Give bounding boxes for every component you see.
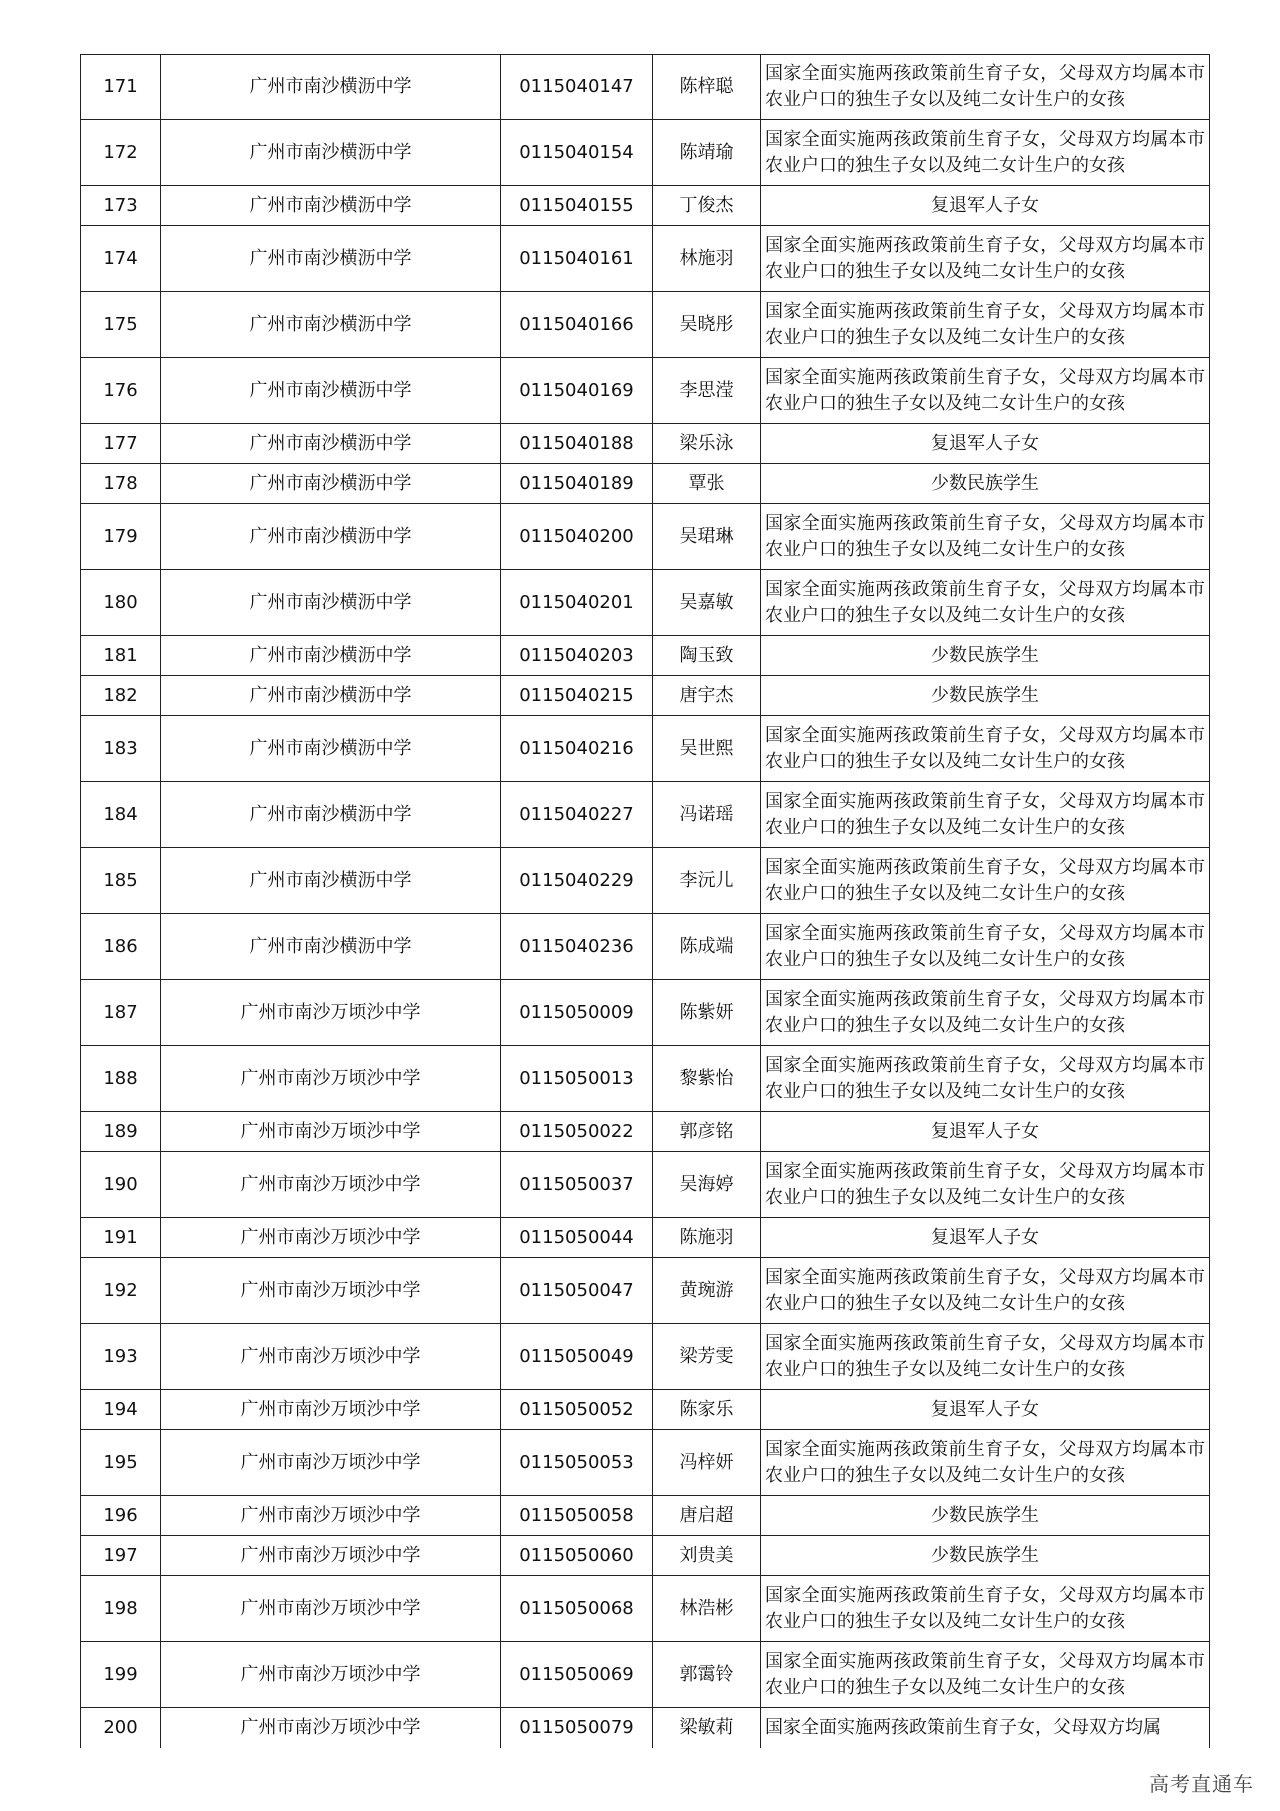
- student-name: 郭霭铃: [652, 1642, 760, 1707]
- row-number: 192: [80, 1258, 160, 1323]
- student-id: 0115040154: [500, 120, 652, 185]
- school-name: 广州市南沙横沥中学: [160, 782, 500, 847]
- student-id: 0115050079: [500, 1708, 652, 1748]
- student-name: 陈家乐: [652, 1390, 760, 1429]
- eligibility-category: 国家全面实施两孩政策前生育子女，父母双方均属本市农业户口的独生子女以及纯二女计生户的女孩: [760, 570, 1210, 635]
- student-id: 0115050047: [500, 1258, 652, 1323]
- eligibility-category: 复退军人子女: [760, 186, 1210, 225]
- school-name: 广州市南沙横沥中学: [160, 186, 500, 225]
- row-number: 198: [80, 1576, 160, 1641]
- student-id: 0115050060: [500, 1536, 652, 1575]
- row-number: 186: [80, 914, 160, 979]
- student-id: 0115050053: [500, 1430, 652, 1495]
- school-name: 广州市南沙万顷沙中学: [160, 1324, 500, 1389]
- student-id: 0115040229: [500, 848, 652, 913]
- table-row: [80, 1576, 1210, 1642]
- eligibility-category: 国家全面实施两孩政策前生育子女，父母双方均属本市农业户口的独生子女以及纯二女计生户的女孩: [760, 120, 1210, 185]
- table-row: [80, 1324, 1210, 1390]
- table-row: [80, 1496, 1210, 1536]
- school-name: 广州市南沙横沥中学: [160, 676, 500, 715]
- student-name: 吴嘉敏: [652, 570, 760, 635]
- student-id: 0115040201: [500, 570, 652, 635]
- table-row: [80, 1046, 1210, 1112]
- student-name: 陈紫妍: [652, 980, 760, 1045]
- row-number: 196: [80, 1496, 160, 1535]
- table-row: [80, 980, 1210, 1046]
- table-row: [80, 186, 1210, 226]
- school-name: 广州市南沙横沥中学: [160, 636, 500, 675]
- student-id: 0115040161: [500, 226, 652, 291]
- student-name: 吴珺琳: [652, 504, 760, 569]
- school-name: 广州市南沙万顷沙中学: [160, 1536, 500, 1575]
- table-row: [80, 570, 1210, 636]
- student-id: 0115040166: [500, 292, 652, 357]
- table-row: [80, 292, 1210, 358]
- row-number: 191: [80, 1218, 160, 1257]
- school-name: 广州市南沙横沥中学: [160, 464, 500, 503]
- row-number: 197: [80, 1536, 160, 1575]
- eligibility-category: 少数民族学生: [760, 464, 1210, 503]
- table-row: [80, 1536, 1210, 1576]
- student-name: 黎紫怡: [652, 1046, 760, 1111]
- student-id: 0115040227: [500, 782, 652, 847]
- eligibility-category: 国家全面实施两孩政策前生育子女，父母双方均属本市农业户口的独生子女以及纯二女计生户的女孩: [760, 1642, 1210, 1707]
- student-name: 梁乐泳: [652, 424, 760, 463]
- watermark: 高考直通车: [1149, 1772, 1254, 1796]
- school-name: 广州市南沙横沥中学: [160, 226, 500, 291]
- school-name: 广州市南沙万顷沙中学: [160, 1218, 500, 1257]
- school-name: 广州市南沙横沥中学: [160, 848, 500, 913]
- student-name: 覃张: [652, 464, 760, 503]
- school-name: 广州市南沙横沥中学: [160, 358, 500, 423]
- eligibility-category: 国家全面实施两孩政策前生育子女，父母双方均属本市农业户口的独生子女以及纯二女计生户的女孩: [760, 782, 1210, 847]
- eligibility-category: 国家全面实施两孩政策前生育子女，父母双方均属本市农业户口的独生子女以及纯二女计生户的女孩: [760, 1046, 1210, 1111]
- school-name: 广州市南沙横沥中学: [160, 292, 500, 357]
- eligibility-category: 少数民族学生: [760, 1536, 1210, 1575]
- table-row: [80, 914, 1210, 980]
- table-row: [80, 424, 1210, 464]
- eligibility-category: 复退军人子女: [760, 1218, 1210, 1257]
- student-id: 0115040215: [500, 676, 652, 715]
- school-name: 广州市南沙万顷沙中学: [160, 1708, 500, 1748]
- row-number: 184: [80, 782, 160, 847]
- student-name: 陈施羽: [652, 1218, 760, 1257]
- eligibility-category: 国家全面实施两孩政策前生育子女，父母双方均属本市农业户口的独生子女以及纯二女计生户的女孩: [760, 716, 1210, 781]
- student-name: 李沅儿: [652, 848, 760, 913]
- row-number: 178: [80, 464, 160, 503]
- table-row: [80, 1218, 1210, 1258]
- row-number: 195: [80, 1430, 160, 1495]
- student-name: 吴晓彤: [652, 292, 760, 357]
- student-name: 唐宇杰: [652, 676, 760, 715]
- row-number: 182: [80, 676, 160, 715]
- table-row: [80, 1430, 1210, 1496]
- school-name: 广州市南沙横沥中学: [160, 55, 500, 119]
- student-name: 梁敏莉: [652, 1708, 760, 1748]
- school-name: 广州市南沙万顷沙中学: [160, 1576, 500, 1641]
- school-name: 广州市南沙万顷沙中学: [160, 1390, 500, 1429]
- table-row: [80, 1390, 1210, 1430]
- row-number: 200: [80, 1708, 160, 1748]
- table-row: [80, 1708, 1210, 1748]
- school-name: 广州市南沙横沥中学: [160, 424, 500, 463]
- student-name: 黄琬游: [652, 1258, 760, 1323]
- row-number: 179: [80, 504, 160, 569]
- eligibility-category: 国家全面实施两孩政策前生育子女，父母双方均属本市农业户口的独生子女以及纯二女计生户的女孩: [760, 1576, 1210, 1641]
- row-number: 199: [80, 1642, 160, 1707]
- row-number: 176: [80, 358, 160, 423]
- eligibility-category: 国家全面实施两孩政策前生育子女，父母双方均属本市农业户口的独生子女以及纯二女计生户的女孩: [760, 226, 1210, 291]
- student-id: 0115050044: [500, 1218, 652, 1257]
- school-name: 广州市南沙万顷沙中学: [160, 1496, 500, 1535]
- eligibility-category: 国家全面实施两孩政策前生育子女，父母双方均属: [760, 1708, 1210, 1748]
- student-id: 0115050013: [500, 1046, 652, 1111]
- eligibility-category: 复退军人子女: [760, 1390, 1210, 1429]
- eligibility-category: 少数民族学生: [760, 676, 1210, 715]
- student-name: 李思滢: [652, 358, 760, 423]
- student-id: 0115050049: [500, 1324, 652, 1389]
- table-row: [80, 716, 1210, 782]
- school-name: 广州市南沙万顷沙中学: [160, 980, 500, 1045]
- row-number: 180: [80, 570, 160, 635]
- row-number: 188: [80, 1046, 160, 1111]
- row-number: 175: [80, 292, 160, 357]
- student-name: 吴世熙: [652, 716, 760, 781]
- eligibility-category: 少数民族学生: [760, 636, 1210, 675]
- student-name: 刘贵美: [652, 1536, 760, 1575]
- student-id: 0115040189: [500, 464, 652, 503]
- eligibility-category: 国家全面实施两孩政策前生育子女，父母双方均属本市农业户口的独生子女以及纯二女计生户的女孩: [760, 1258, 1210, 1323]
- student-id: 0115040200: [500, 504, 652, 569]
- row-number: 177: [80, 424, 160, 463]
- student-id: 0115050037: [500, 1152, 652, 1217]
- eligibility-category: 国家全面实施两孩政策前生育子女，父母双方均属本市农业户口的独生子女以及纯二女计生户的女孩: [760, 292, 1210, 357]
- student-name: 冯梓妍: [652, 1430, 760, 1495]
- table-row: [80, 636, 1210, 676]
- school-name: 广州市南沙万顷沙中学: [160, 1642, 500, 1707]
- student-name: 林施羽: [652, 226, 760, 291]
- student-id: 0115040188: [500, 424, 652, 463]
- student-name: 唐启超: [652, 1496, 760, 1535]
- school-name: 广州市南沙横沥中学: [160, 716, 500, 781]
- row-number: 183: [80, 716, 160, 781]
- row-number: 193: [80, 1324, 160, 1389]
- table-row: [80, 464, 1210, 504]
- school-name: 广州市南沙横沥中学: [160, 914, 500, 979]
- school-name: 广州市南沙横沥中学: [160, 120, 500, 185]
- eligibility-category: 国家全面实施两孩政策前生育子女，父母双方均属本市农业户口的独生子女以及纯二女计生户的女孩: [760, 358, 1210, 423]
- eligibility-category: 少数民族学生: [760, 1496, 1210, 1535]
- school-name: 广州市南沙万顷沙中学: [160, 1046, 500, 1111]
- table-row: [80, 504, 1210, 570]
- student-name: 郭彦铭: [652, 1112, 760, 1151]
- row-number: 189: [80, 1112, 160, 1151]
- table-row: [80, 676, 1210, 716]
- table-row: [80, 1642, 1210, 1708]
- row-number: 185: [80, 848, 160, 913]
- student-name: 陈靖瑜: [652, 120, 760, 185]
- student-name: 冯诺瑶: [652, 782, 760, 847]
- school-name: 广州市南沙万顷沙中学: [160, 1258, 500, 1323]
- student-id: 0115040169: [500, 358, 652, 423]
- student-name: 陈成端: [652, 914, 760, 979]
- eligibility-category: 复退军人子女: [760, 424, 1210, 463]
- eligibility-category: 国家全面实施两孩政策前生育子女，父母双方均属本市农业户口的独生子女以及纯二女计生户的女孩: [760, 1152, 1210, 1217]
- student-name: 陈梓聪: [652, 55, 760, 119]
- table-row: [80, 358, 1210, 424]
- student-name: 林浩彬: [652, 1576, 760, 1641]
- student-name: 陶玉致: [652, 636, 760, 675]
- table-row: [80, 54, 1210, 120]
- table-row: [80, 1152, 1210, 1218]
- eligibility-category: 国家全面实施两孩政策前生育子女，父母双方均属本市农业户口的独生子女以及纯二女计生户的女孩: [760, 914, 1210, 979]
- student-id: 0115040203: [500, 636, 652, 675]
- student-name: 吴海婷: [652, 1152, 760, 1217]
- row-number: 190: [80, 1152, 160, 1217]
- student-id: 0115040216: [500, 716, 652, 781]
- eligibility-category: 国家全面实施两孩政策前生育子女，父母双方均属本市农业户口的独生子女以及纯二女计生户的女孩: [760, 55, 1210, 119]
- eligibility-category: 国家全面实施两孩政策前生育子女，父母双方均属本市农业户口的独生子女以及纯二女计生户的女孩: [760, 848, 1210, 913]
- school-name: 广州市南沙横沥中学: [160, 570, 500, 635]
- school-name: 广州市南沙横沥中学: [160, 504, 500, 569]
- eligibility-category: 国家全面实施两孩政策前生育子女，父母双方均属本市农业户口的独生子女以及纯二女计生户的女孩: [760, 1430, 1210, 1495]
- student-id: 0115050022: [500, 1112, 652, 1151]
- school-name: 广州市南沙万顷沙中学: [160, 1430, 500, 1495]
- table-row: [80, 782, 1210, 848]
- student-id: 0115050052: [500, 1390, 652, 1429]
- student-id: 0115040147: [500, 55, 652, 119]
- row-number: 181: [80, 636, 160, 675]
- row-number: 174: [80, 226, 160, 291]
- table-row: [80, 1112, 1210, 1152]
- eligibility-category: 国家全面实施两孩政策前生育子女，父母双方均属本市农业户口的独生子女以及纯二女计生户的女孩: [760, 1324, 1210, 1389]
- row-number: 187: [80, 980, 160, 1045]
- table-row: [80, 226, 1210, 292]
- student-name: 丁俊杰: [652, 186, 760, 225]
- data-table: [80, 54, 1210, 1748]
- row-number: 171: [80, 55, 160, 119]
- row-number: 173: [80, 186, 160, 225]
- student-id: 0115040236: [500, 914, 652, 979]
- table-row: [80, 1258, 1210, 1324]
- student-id: 0115050068: [500, 1576, 652, 1641]
- eligibility-category: 国家全面实施两孩政策前生育子女，父母双方均属本市农业户口的独生子女以及纯二女计生户的女孩: [760, 980, 1210, 1045]
- student-id: 0115040155: [500, 186, 652, 225]
- eligibility-category: 复退军人子女: [760, 1112, 1210, 1151]
- student-name: 梁芳雯: [652, 1324, 760, 1389]
- row-number: 172: [80, 120, 160, 185]
- row-number: 194: [80, 1390, 160, 1429]
- table-row: [80, 848, 1210, 914]
- student-id: 0115050058: [500, 1496, 652, 1535]
- student-id: 0115050069: [500, 1642, 652, 1707]
- table-row: [80, 120, 1210, 186]
- school-name: 广州市南沙万顷沙中学: [160, 1152, 500, 1217]
- school-name: 广州市南沙万顷沙中学: [160, 1112, 500, 1151]
- eligibility-category: 国家全面实施两孩政策前生育子女，父母双方均属本市农业户口的独生子女以及纯二女计生户的女孩: [760, 504, 1210, 569]
- student-id: 0115050009: [500, 980, 652, 1045]
